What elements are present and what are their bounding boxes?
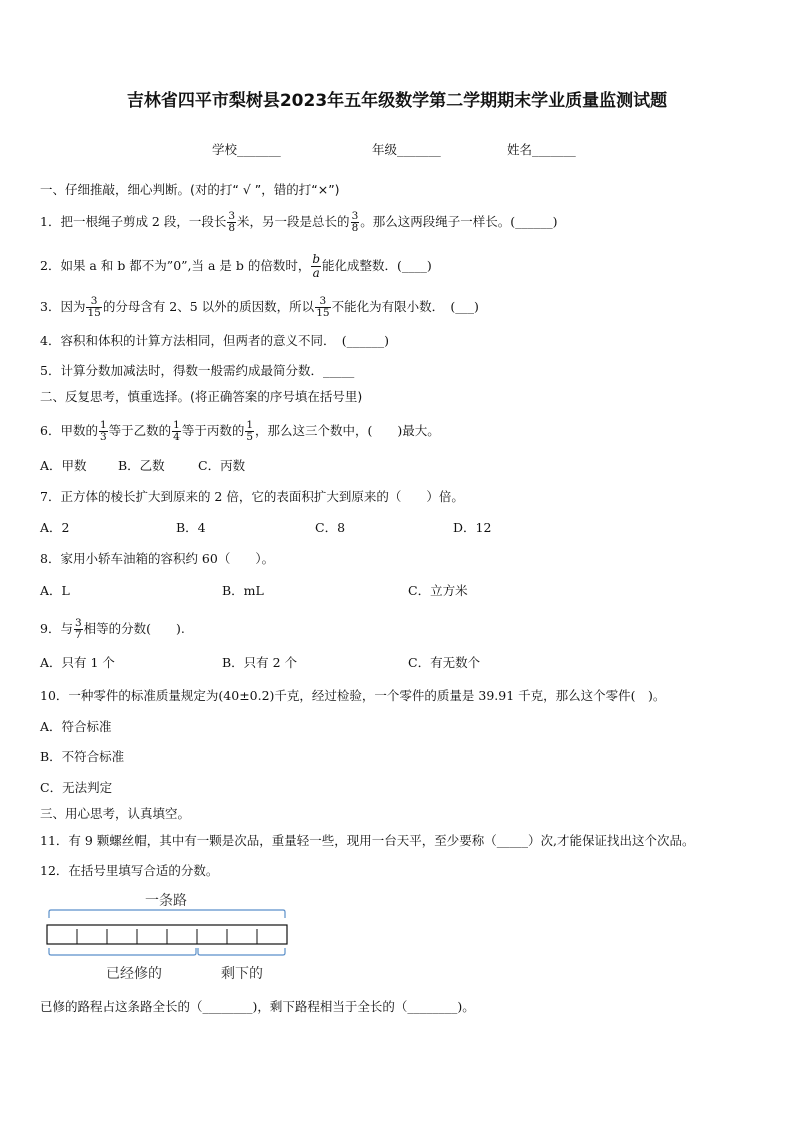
option-b: B．不符合标准 xyxy=(40,749,125,764)
fraction: $\frac{3}{15}$ xyxy=(87,295,101,319)
option-a: A．L xyxy=(40,583,70,598)
question-11: 11．有 9 颗螺丝帽，其中有一颗是次品，重量轻一些，现用一台天平，至少要称（_____）次,才能保证找出这个次品。 xyxy=(40,833,695,848)
fraction: $\frac{3}{7}$ xyxy=(74,617,82,641)
fraction: $\frac{3}{8}$ xyxy=(228,210,236,234)
fraction: $\frac{3}{8}$ xyxy=(351,210,359,234)
name-field: 姓名_______ xyxy=(507,142,576,157)
fraction: $\frac{1}{5}$ xyxy=(246,419,254,443)
remaining-brace xyxy=(198,948,285,955)
question-12: 12．在括号里填写合适的分数。 xyxy=(40,863,219,878)
option-a: A．2 xyxy=(40,520,70,535)
question-8: 8．家用小轿车油箱的容积约 60（ ）。 xyxy=(40,551,275,566)
fraction: $\frac{1}{3}$ xyxy=(99,419,107,443)
question-6: 6．甲数的 $\frac{1}{3}$ 等于乙数的 $\frac{1}{4}$ 等于丙数的 $\frac{1}{5}$ ，那么这三个数中，( )最大。 xyxy=(40,419,440,443)
option-a: A．只有 1 个 xyxy=(40,655,115,670)
question-4: 4．容积和体积的计算方法相同，但两者的意义不同． (______) xyxy=(40,333,389,348)
option-c: C．立方米 xyxy=(408,583,468,598)
built-brace xyxy=(49,948,196,955)
question-2: 2．如果 a 和 b 都不为”0”,当 a 是 b 的倍数时， $\frac{b}{a}$ 能化成整数．(____) xyxy=(40,252,432,280)
option-b: B．mL xyxy=(222,583,264,598)
diagram-built-label: 已经修的 xyxy=(106,966,162,982)
section-heading-1: 一、仔细推敲，细心判断。(对的打“ √ ”，错的打“×”) xyxy=(40,182,340,197)
fraction: $\frac{1}{4}$ xyxy=(173,419,180,443)
option-c: C．丙数 xyxy=(198,458,246,473)
section-heading-2: 二、反复思考，慎重选择。(将正确答案的序号填在括号里) xyxy=(40,389,363,404)
question-12-answer: 已修的路程占这条路全长的（________)，剩下路程相当于全长的（________)。 xyxy=(40,999,475,1014)
top-brace xyxy=(49,910,285,918)
question-3: 3．因为 $\frac{3}{15}$ 的分母含有 2、5 以外的质因数，所以 $\frac{3}{15}$ 不能化为有限小数． (___) xyxy=(40,295,479,319)
option-c: C．有无数个 xyxy=(408,655,481,670)
fraction: $\frac{3}{15}$ xyxy=(316,295,330,319)
question-10: 10．一种零件的标准质量规定为(40±0.2)千克，经过检验，一个零件的质量是 39.91 千克，那么这个零件( )。 xyxy=(40,688,666,703)
page-title: 吉林省四平市梨树县2023年五年级数学第二学期期末学业质量监测试题 xyxy=(126,91,668,111)
option-b: B．4 xyxy=(176,520,206,535)
diagram-remaining-label: 剩下的 xyxy=(221,966,263,982)
diagram-top-label: 一条路 xyxy=(145,893,187,909)
option-c: C．无法判定 xyxy=(40,780,113,795)
question-5: 5．计算分数加减法时，得数一般需约成最简分数．_____ xyxy=(40,363,355,378)
option-d: D．12 xyxy=(453,520,492,535)
school-field: 学校_______ xyxy=(212,142,281,157)
road-diagram xyxy=(40,888,290,988)
option-b: B．乙数 xyxy=(118,458,165,473)
question-7: 7．正方体的棱长扩大到原来的 2 倍，它的表面积扩大到原来的（ ）倍。 xyxy=(40,489,464,504)
section-heading-3: 三、用心思考，认真填空。 xyxy=(40,806,191,821)
fraction: $\frac{b}{a}$ xyxy=(312,252,321,280)
question-9: 9．与 $\frac{3}{7}$ 相等的分数( ). xyxy=(40,617,185,641)
grade-field: 年级_______ xyxy=(372,142,441,157)
option-a: A．甲数 xyxy=(40,458,87,473)
option-a: A．符合标准 xyxy=(40,719,112,734)
question-1: 1．把一根绳子剪成 2 段，一段长 $\frac{3}{8}$ 米，另一段是总长的 $\frac{3}{8}$ 。那么这两段绳子一样长。(______) xyxy=(40,210,558,234)
option-b: B．只有 2 个 xyxy=(222,655,298,670)
option-c: C．8 xyxy=(315,520,346,535)
